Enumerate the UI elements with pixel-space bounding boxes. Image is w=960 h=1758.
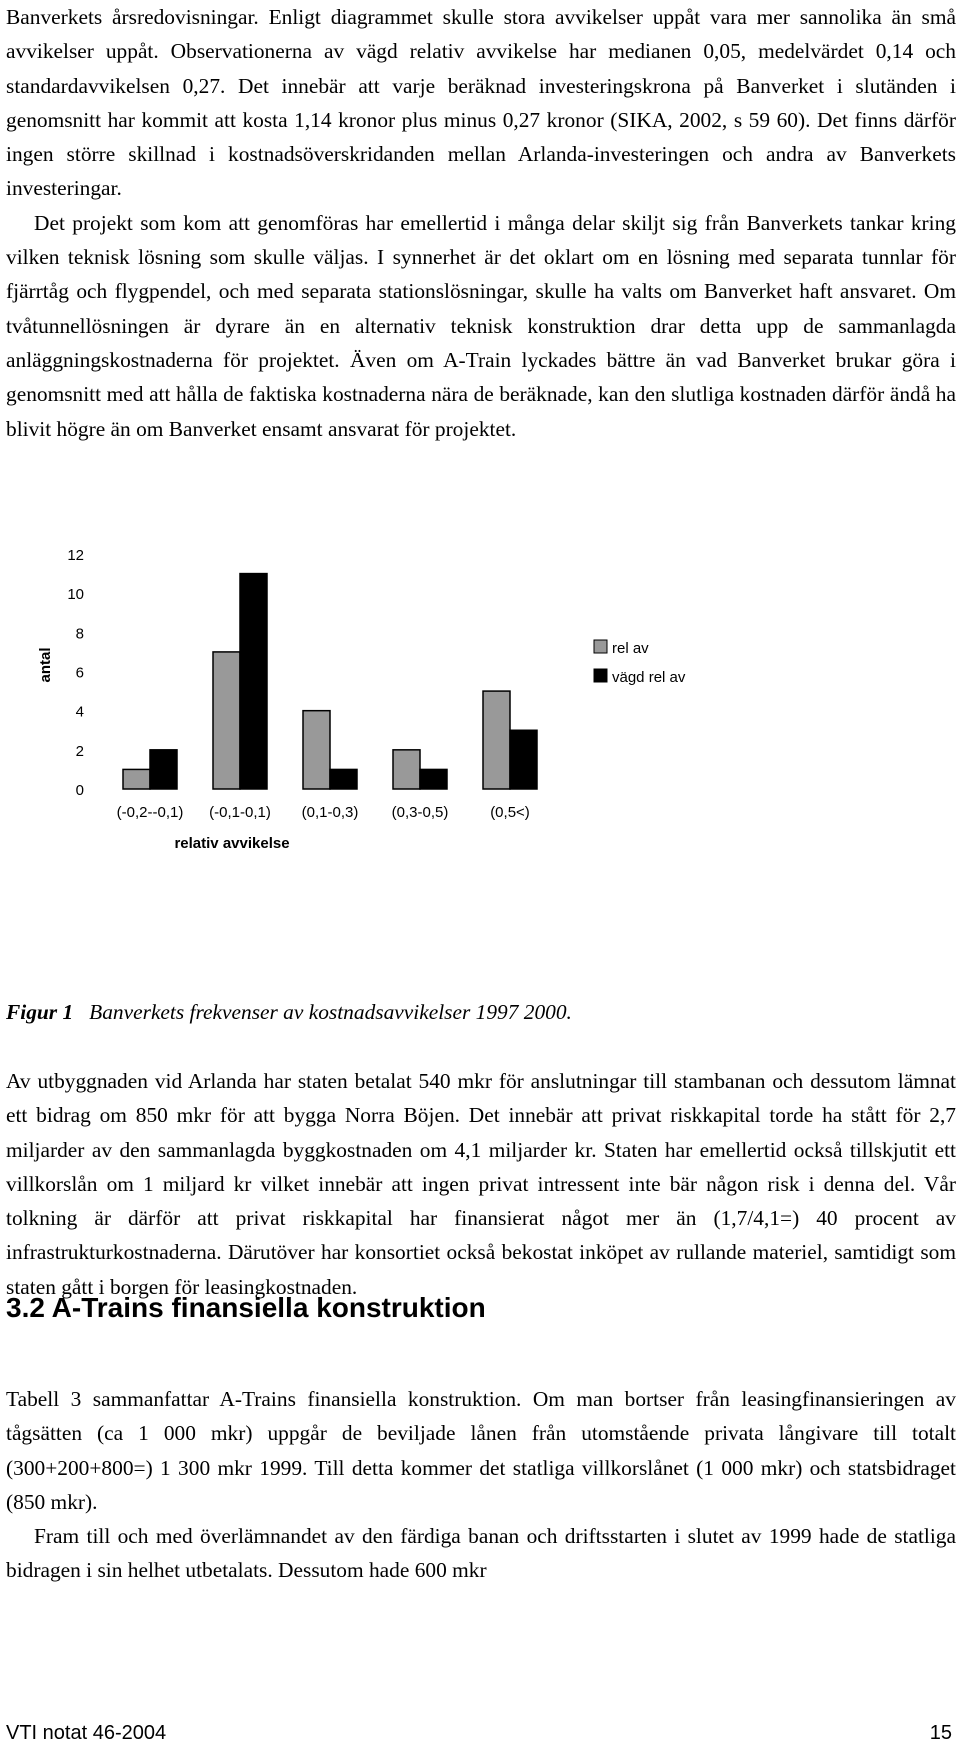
legend-swatch bbox=[594, 669, 607, 682]
legend-swatch bbox=[594, 640, 607, 653]
y-axis-label: antal bbox=[37, 647, 54, 683]
x-tick-label: (0,3-0,5) bbox=[391, 804, 449, 821]
body-text-middle bbox=[6, 1064, 956, 1304]
x-axis-label: relativ avvikelse bbox=[174, 835, 290, 852]
bar-rel-av bbox=[123, 769, 150, 789]
bar-rel-av bbox=[483, 691, 510, 789]
y-tick-label: 4 bbox=[75, 703, 84, 721]
y-tick-label: 0 bbox=[75, 782, 84, 799]
paragraph-2: Det projekt som kom att genomföras har emellertid i många delar skiljt sig från Banverkets tankar kring vilken teknisk lösning som skulle väljas. I synnerhet är det oklart om en lösning med separata tunnlar för fjärrtåg och flygpendel, och med separata stationslösningar, skulle ha valts om Banverket haft ansvaret. Om tvåtunnellösningen är dyrare än en alternativ teknisk konstruktion drar detta upp de sammanlagda anläggningskostnaderna för projektet. Även om A-Train lyckades bättre än vad Banverket brukar göra i genomsnitt med att hålla de faktiska kostnaderna nära de beräknade, kan den slutliga kostnaden därför ändå ha blivit högre än om Banverket ensamt ansvarat för projektet. bbox=[6, 210, 956, 441]
body-text-top bbox=[6, 0, 956, 446]
legend-label: vägd rel av bbox=[612, 669, 686, 686]
bar-vagd-rel-av bbox=[150, 750, 177, 789]
bar-rel-av bbox=[303, 711, 330, 789]
section-heading: 3.2 A-Trains finansiella konstruktion bbox=[6, 1292, 486, 1323]
y-tick-label: 12 bbox=[67, 547, 84, 564]
figure-caption-text: Banverkets frekvenser av kostnadsavvikelser 1997 2000. bbox=[89, 1000, 572, 1024]
bar-vagd-rel-av bbox=[510, 730, 537, 789]
y-tick-label: 2 bbox=[75, 742, 84, 760]
x-tick-label: (-0,1-0,1) bbox=[209, 804, 271, 821]
bar-vagd-rel-av bbox=[330, 769, 357, 789]
x-tick-label: (0,5<) bbox=[490, 804, 530, 821]
x-tick-label: (0,1-0,3) bbox=[301, 804, 359, 821]
y-tick-label: 6 bbox=[75, 664, 84, 682]
footer-page-number: 15 bbox=[929, 1722, 952, 1744]
bar-rel-av bbox=[393, 750, 420, 789]
body-text-bottom bbox=[6, 1382, 956, 1588]
footer-publication: VTI notat 46-2004 bbox=[6, 1722, 167, 1744]
x-tick-label: (-0,2--0,1) bbox=[116, 804, 184, 821]
figure-caption bbox=[6, 1000, 572, 1025]
figure-label: Figur 1 bbox=[6, 1000, 74, 1024]
bar-vagd-rel-av bbox=[420, 769, 447, 789]
y-tick-label: 10 bbox=[67, 586, 84, 604]
legend-label: rel av bbox=[612, 640, 649, 657]
paragraph-1: Banverkets årsredovisningar. Enligt diagrammet skulle stora avvikelser uppåt vara mer sannolika än små avvikelser uppåt. Observationerna av vägd relativ avvikelse har medianen 0,05, medelvärdet 0,14 och standardavvikelsen 0,27. Det innebär att varje beräknad investeringskrona på Banverket i slutänden i genomsnitt har kommit att kosta 1,14 kronor plus minus 0,27 kronor (SIKA, 2002, s 59 60). Det finns därför ingen större skillnad i kostnadsöverskridanden mellan Arlanda-investeringen och andra av Banverkets investeringar. bbox=[6, 5, 956, 201]
bar-rel-av bbox=[213, 652, 240, 789]
y-tick-label: 8 bbox=[75, 625, 84, 643]
frequency-bar-chart bbox=[0, 547, 960, 980]
paragraph-4: Tabell 3 sammanfattar A-Trains finansiella konstruktion. Om man bortser från leasingfinansieringen av tågsätten (ca 1 000 mkr) uppgår de beviljade lånen från utomstående privata långivare till totalt (300+200+800=) 1 300 mkr 1999. Till detta kommer det statliga villkorslånet (1 000 mkr) och statsbidraget (850 mkr). bbox=[6, 1387, 956, 1514]
paragraph-3: Av utbyggnaden vid Arlanda har staten betalat 540 mkr för anslutningar till stambanan och dessutom lämnat ett bidrag om 850 mkr för att bygga Norra Böjen. Det innebär att privat riskkapital torde ha stått för 2,7 miljarder av den sammanlagda byggkostnaden om 4,1 miljarder kr. Staten har emellertid också tillskjutit ett villkorslån om 1 miljard kr vilket innebär att ingen privat intressent inte bär någon risk i denna del. Vår tolkning är därför att privat riskkapital har finansierat något mer än (1,7/4,1=) 40 procent av infrastrukturkostnaderna. Därutöver har konsortiet också bekostat inköpet av rullande materiel, samtidigt som staten gått i borgen för leasingkostnaden. bbox=[6, 1069, 956, 1299]
paragraph-5: Fram till och med överlämnandet av den färdiga banan och driftsstarten i slutet av 1999 hade de statliga bidragen i sin helhet utbetalats. Dessutom hade 600 mkr bbox=[6, 1524, 956, 1583]
bar-vagd-rel-av bbox=[240, 574, 267, 789]
